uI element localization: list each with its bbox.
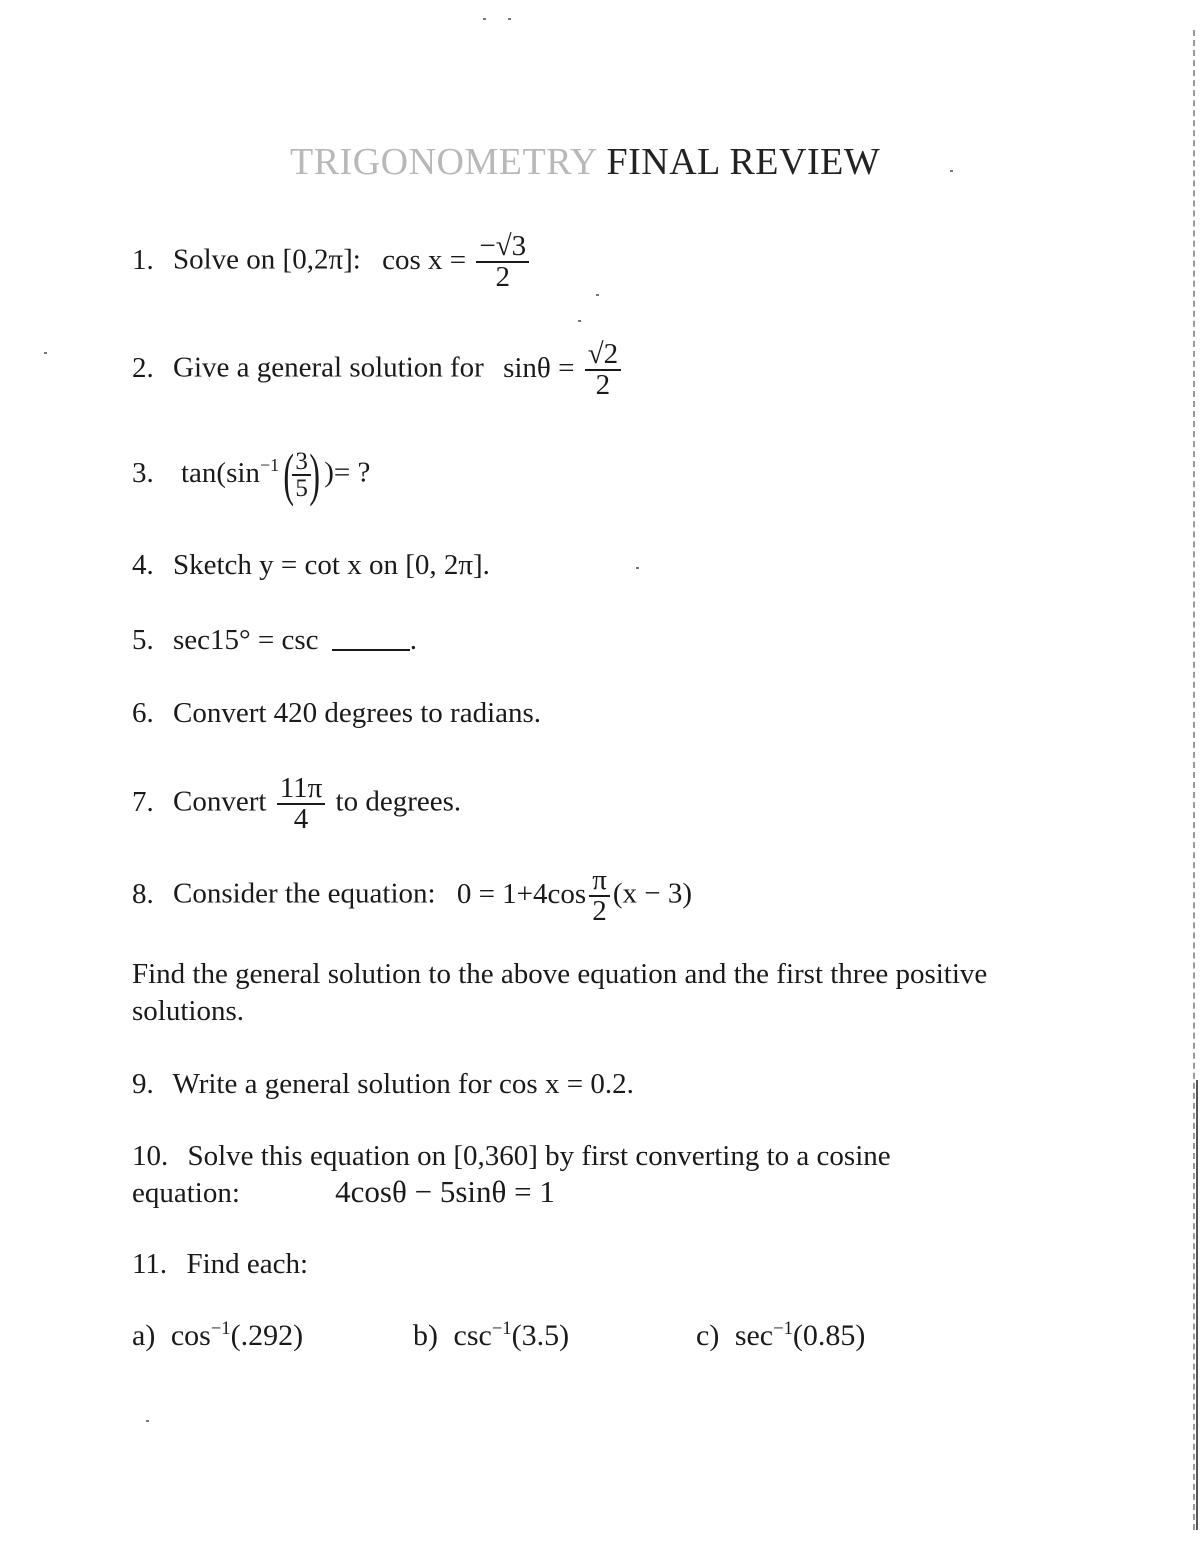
problem-number: 10. bbox=[132, 1140, 169, 1172]
paren-right-icon: ) bbox=[309, 442, 320, 507]
problem-3 bbox=[132, 442, 371, 507]
fraction bbox=[476, 232, 529, 292]
problem-text: Convert 420 degrees to radians. bbox=[173, 697, 542, 729]
equation-label: equation: bbox=[132, 1177, 240, 1209]
problem-number: 6. bbox=[132, 697, 154, 729]
page-margin-line bbox=[1193, 30, 1195, 1530]
problem-text: Give a general solution for bbox=[173, 351, 484, 384]
equation-pre: 0 = 1+4cos bbox=[456, 877, 587, 910]
equation-lhs: cos x = bbox=[382, 243, 467, 276]
answer-blank bbox=[332, 648, 410, 651]
problem-number: 11. bbox=[132, 1248, 168, 1280]
problem-number: 5. bbox=[132, 624, 154, 656]
problem-8-followup: Find the general solution to the above equation and the first three positive solutions. bbox=[132, 958, 988, 1027]
problem-number: 7. bbox=[132, 785, 154, 818]
problem-text-post: to degrees. bbox=[335, 785, 462, 818]
part-label: c) bbox=[696, 1319, 720, 1352]
problem-1 bbox=[132, 232, 532, 292]
scan-speck bbox=[44, 352, 47, 354]
fraction bbox=[589, 866, 610, 926]
fraction-denominator: 5 bbox=[292, 474, 311, 501]
problem-text: Solve on [0,2π]: bbox=[173, 243, 361, 276]
part-arg: (3.5) bbox=[511, 1319, 570, 1352]
scan-speck bbox=[146, 1420, 149, 1422]
paren-left-icon: ( bbox=[283, 442, 295, 507]
problem-10 bbox=[132, 1138, 891, 1174]
inverse-exponent: −1 bbox=[491, 1318, 512, 1339]
title-main: FINAL REVIEW bbox=[606, 141, 881, 183]
part-func: csc bbox=[453, 1319, 492, 1352]
equation-post: (x − 3) bbox=[612, 877, 693, 910]
part-arg: (.292) bbox=[230, 1319, 304, 1352]
scan-speck bbox=[483, 18, 486, 20]
inverse-exponent: −1 bbox=[773, 1318, 793, 1339]
page-title bbox=[290, 140, 880, 184]
fraction-numerator: 3 bbox=[295, 448, 308, 475]
fraction-numerator: 11π bbox=[279, 772, 323, 804]
fraction bbox=[292, 449, 311, 501]
part-label: a) bbox=[132, 1319, 156, 1352]
part-arg: (0.85) bbox=[792, 1319, 866, 1352]
problem-text: Solve this equation on [0,360] by first converting to a cosine bbox=[187, 1140, 891, 1172]
fraction-numerator: −√3 bbox=[479, 230, 527, 262]
problem-text: sec15° = csc bbox=[173, 624, 319, 656]
problem-number: 1. bbox=[132, 243, 154, 276]
page-edge-line bbox=[1196, 1080, 1198, 1530]
equation: 4cosθ − 5sinθ = 1 bbox=[335, 1174, 555, 1209]
problem-number: 2. bbox=[132, 351, 154, 384]
problem-text: Find each: bbox=[186, 1248, 309, 1280]
part-func: cos bbox=[170, 1319, 211, 1352]
problem-9 bbox=[132, 1066, 634, 1102]
fraction bbox=[277, 774, 326, 834]
expression-tail: )= ? bbox=[324, 456, 371, 489]
problem-7 bbox=[132, 774, 461, 834]
inverse-exponent: −1 bbox=[210, 1318, 231, 1339]
scan-speck bbox=[508, 18, 511, 20]
scan-speck bbox=[578, 320, 581, 322]
equation-lhs: sinθ = bbox=[503, 351, 575, 384]
part-a bbox=[132, 1318, 303, 1353]
part-b bbox=[413, 1318, 569, 1353]
fraction-denominator: 4 bbox=[277, 803, 326, 834]
problem-8 bbox=[132, 866, 692, 926]
scan-speck bbox=[950, 170, 953, 172]
problem-number: 8. bbox=[132, 877, 154, 910]
expression-func: tan(sin bbox=[181, 456, 260, 489]
fraction-numerator: π bbox=[592, 864, 607, 896]
problem-number: 3. bbox=[132, 456, 154, 489]
part-func: sec bbox=[734, 1319, 774, 1352]
problem-number: 9. bbox=[132, 1068, 154, 1100]
problem-4 bbox=[132, 547, 490, 583]
part-c bbox=[696, 1318, 865, 1353]
fraction-denominator: 2 bbox=[476, 261, 529, 292]
problem-end: . bbox=[409, 624, 418, 656]
problem-11 bbox=[132, 1246, 308, 1282]
scan-speck bbox=[636, 567, 639, 569]
inverse-exponent: −1 bbox=[259, 455, 280, 475]
fraction-numerator: √2 bbox=[587, 338, 619, 370]
problem-6 bbox=[132, 695, 541, 731]
scan-speck bbox=[596, 294, 599, 296]
part-label: b) bbox=[413, 1319, 438, 1352]
problem-2 bbox=[132, 340, 624, 400]
fraction bbox=[585, 340, 621, 400]
fraction-denominator: 2 bbox=[585, 369, 621, 400]
title-faint: TRIGONOMETRY bbox=[290, 141, 597, 183]
problem-number: 4. bbox=[132, 549, 154, 581]
fraction-denominator: 2 bbox=[589, 895, 610, 926]
problem-text: Convert bbox=[173, 785, 267, 818]
problem-text: Consider the equation: bbox=[173, 877, 436, 910]
problem-text: Write a general solution for cos x = 0.2. bbox=[172, 1068, 634, 1100]
problem-text: Sketch y = cot x on [0, 2π]. bbox=[173, 549, 490, 581]
problem-10-line2 bbox=[132, 1174, 555, 1211]
problem-5 bbox=[132, 622, 417, 658]
